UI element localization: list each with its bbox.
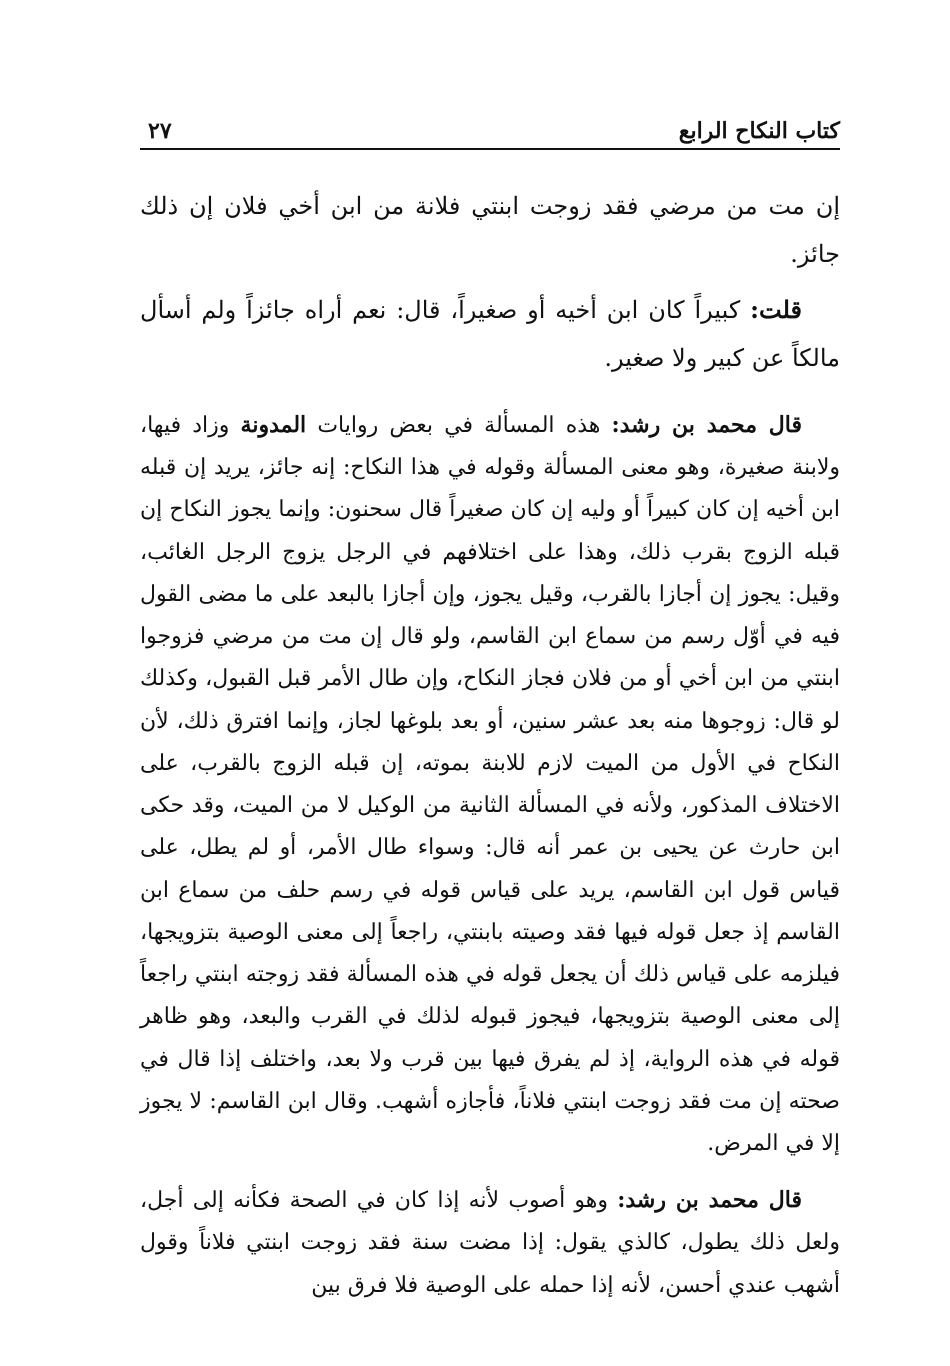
paragraph-4	[140, 1179, 840, 1307]
paragraph-2	[140, 286, 840, 382]
paragraph-text: وهو أصوب لأنه إذا كان في الصحة فكأنه إلى أجل، ولعل ذلك يطول، كالذي يقول: إذا مضت سنة فقد زوجت ابنتي فلاناً وقول أشهب عندي أحسن، لأنه إذا حمله على الوصية فلا فرق بين	[140, 1188, 840, 1298]
speaker-label: قال محمد بن رشد:	[611, 412, 802, 438]
paragraph-3	[140, 404, 840, 1165]
running-title: كتاب النكاح الرابع	[678, 118, 840, 144]
speaker-label: قلت:	[750, 295, 802, 324]
paragraph-1	[140, 182, 840, 278]
paragraph-text-intro: هذه المسألة في بعض روايات	[306, 413, 612, 438]
speaker-label: قال محمد بن رشد:	[617, 1187, 802, 1214]
paragraph-text: وزاد فيها، ولابنة صغيرة، وهو معنى المسألة وقوله في هذا النكاح: إنه جائز، يريد إن قبله ابن أخيه إن كان كبيراً أو وليه إن كان صغيراً قال سحنون: وإنما يجوز النكاح إن قبله الزوج بقرب ذلك، وهذا على اختلافهم في الرجل يزوج الرجل الغائب، وقيل: يجوز إن أجازا بالقرب، وقيل يجوز، وإن أجازا بالبعد على ما مضى القول فيه في أوّل رسم من سماع ابن القاسم، ولو قال إن مت من مرضي فزوجوا ابنتي من ابن أخي أو من فلان فجاز النكاح، وإن طال الأمر قبل القبول، وكذلك لو قال: زوجوها منه بعد عشر سنين، أو بعد بلوغها لجاز، وإنما افترق ذلك، لأن النكاح في الأول من الميت لازم للابنة بموته، إن قبله الزوج بالقرب، على الاختلاف المذكور، ولأنه في المسألة الثانية من الوكيل لا من الميت، وقد حكى ابن حارث عن يحيى بن عمر أنه قال: وسواء طال الأمر، أو لم يطل، على قياس قول ابن القاسم، يريد على قياس قوله في رسم حلف من سماع ابن القاسم إذ جعل قوله فيها فقد وصيته بابنتي، راجعاً إلى معنى الوصية بتزويجها، فيلزمه على قياس ذلك أن يجعل قوله في هذه المسألة فقد زوجته ابنتي راجعاً إلى معنى الوصية بتزويجها، فيجوز قبوله لذلك في القرب والبعد، وهو ظاهر قوله في هذه الرواية، إذ لم يفرق فيها بين قرب ولا بعد، واختلف إذا قال في صحته إن مت فقد زوجت ابنتي فلاناً، فأجازه أشهب. وقال ابن القاسم: لا يجوز إلا في المرض.	[140, 413, 840, 1156]
page-number: ٢٧	[148, 118, 172, 144]
bold-source-name: المدونة	[240, 412, 307, 438]
page-header	[140, 112, 840, 150]
page-body	[140, 182, 840, 1321]
paragraph-text: إن مت من مرضي فقد زوجت ابنتي فلانة من ابن أخي فلان إن ذلك جائز.	[140, 192, 840, 268]
paragraph-text: كبيراً كان ابن أخيه أو صغيراً، قال: نعم أراه جائزاً ولم أسأل مالكاً عن كبير ولا صغير.	[140, 296, 840, 372]
